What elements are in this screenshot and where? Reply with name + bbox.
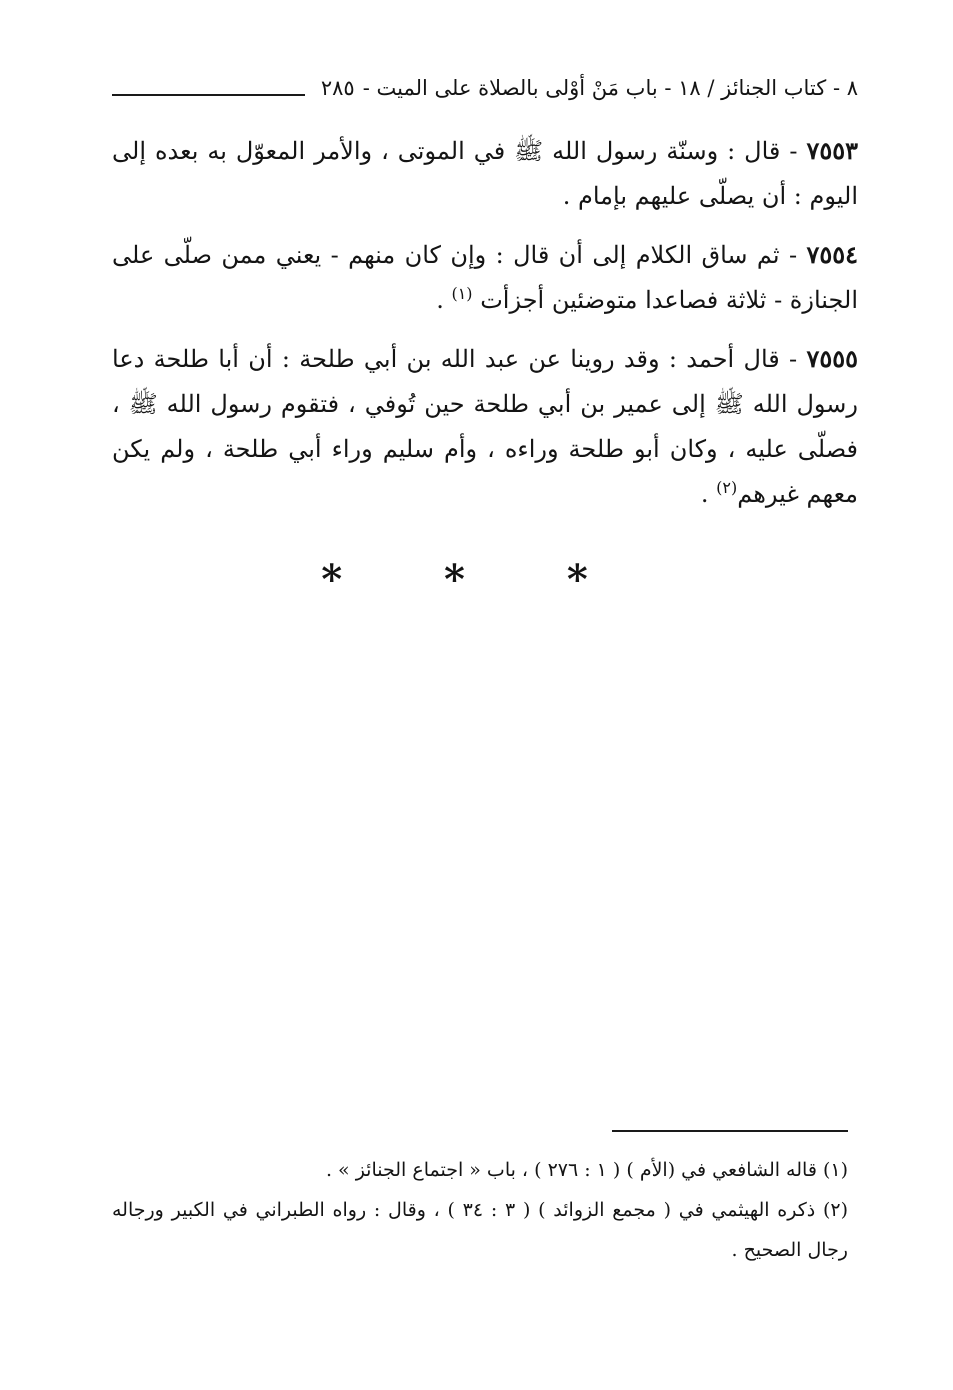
- paragraph-text: - قال أحمد : وقد روينا عن عبد الله بن أبي طلحة : أن أبا طلحة دعا رسول الله ﷺ إلى عمير بن أبي طلحة حين تُوفي ، فتقوم رسول الله ﷺ ، فصلّى عليه ، وكان أبو طلحة وراءه ، وأم سليم وراء أبي طلحة ، ولم يكن معهم غيرهم: [112, 345, 858, 508]
- paragraph-text: - ثم ساق الكلام إلى أن قال : وإن كان منهم - يعني ممن صلّى على الجنازة - ثلاثة فصاعدا متوضئين أجزأت: [112, 241, 858, 314]
- paragraph-number: ٧٥٥٣: [806, 136, 858, 165]
- section-separator: * * *: [321, 556, 632, 603]
- footnote-marker: (٢): [716, 478, 738, 497]
- footnotes: [112, 1150, 848, 1270]
- paragraph-7554: [112, 232, 858, 323]
- footnote-2: (٢) ذكره الهيثمي في ( مجمع الزوائد ) ( ٣ : ٣٤ ) ، وقال : رواه الطبراني في الكبير ورجاله رجال الصحيح .: [112, 1199, 849, 1261]
- paragraph-number: ٧٥٥٥: [806, 344, 858, 373]
- footnote-1: (١) قاله الشافعي في (الأم ) ( ١ : ٢٧٦ ) ، باب « اجتماع الجنائز » .: [325, 1159, 848, 1181]
- paragraph-7553: [112, 128, 858, 219]
- header-rule: [112, 94, 305, 96]
- paragraph-7555: [112, 336, 858, 517]
- paragraph-end: .: [436, 286, 452, 314]
- paragraph-text: - قال : وسنّة رسول الله ﷺ في الموتى ، والأمر المعوّل به بعده إلى اليوم : أن يصلّى عليهم بإمام .: [112, 137, 858, 210]
- paragraph-end: .: [700, 480, 717, 508]
- page-number: ٢٨٥: [320, 76, 355, 100]
- main-text: [112, 128, 858, 530]
- paragraph-number: ٧٥٥٤: [806, 240, 858, 269]
- footnote-marker: (١): [451, 284, 473, 303]
- header-title: ٨ - كتاب الجنائز / ١٨ - باب مَنْ أوْلى بالصلاة على الميت -: [362, 76, 858, 100]
- running-header: [112, 70, 858, 106]
- footnote-rule: [612, 1130, 848, 1132]
